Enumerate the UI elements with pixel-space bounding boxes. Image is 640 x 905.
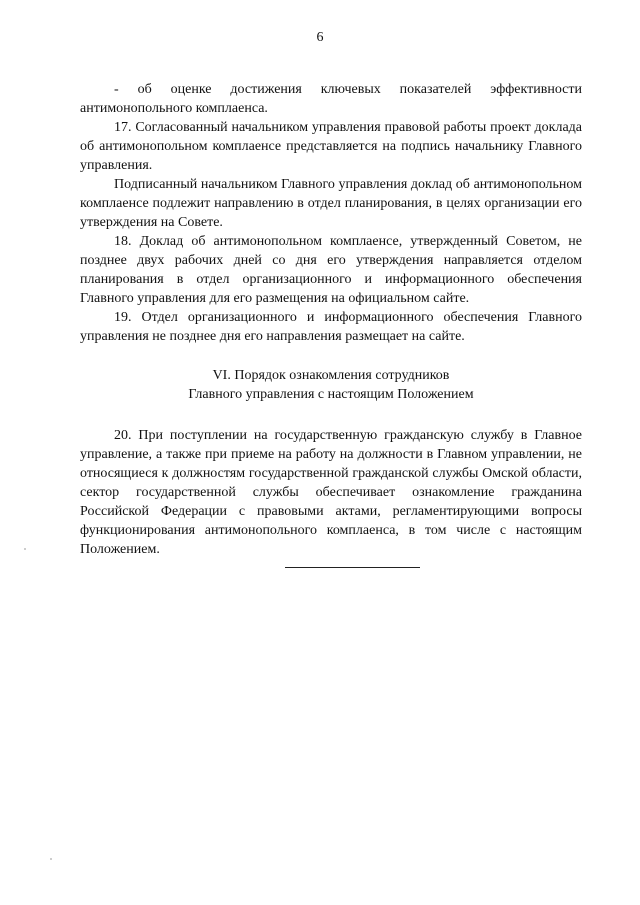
paragraph-18: 18. Доклад об антимонопольном комплаенсе, утвержденный Советом, не позднее двух рабочих дней со дня его утверждения направляется отделом планирования в отдел организационного и информационного обеспечения Главного управления для его размещения на официальном сайте. [80, 234, 582, 306]
section-heading [80, 366, 582, 404]
scan-speck [24, 548, 26, 550]
paragraph-19: 19. Отдел организационного и информационного обеспечения Главного управления не позднее дня его направления размещает на сайте. [80, 310, 582, 344]
section-heading-line-2: Главного управления с настоящим Положением [188, 387, 474, 402]
scan-speck [50, 858, 52, 860]
document-body [80, 80, 582, 559]
paragraph-20: 20. При поступлении на государственную гражданскую службу в Главное управление, а также при приеме на работу на должности в Главном управлении, не относящиеся к должностям государственной гражданской службы Омской области, сектор государственной службы обеспечивает ознакомление гражданина Российской Федерации с правовыми актами, регламентирующими вопросы функционирования антимонопольного комплаенса, в том числе с настоящим Положением. [80, 428, 582, 557]
page-number: 6 [316, 30, 324, 45]
paragraph-17-continued: Подписанный начальником Главного управления доклад об антимонопольном комплаенсе подлежит направлению в отдел планирования, в целях организации его утверждения на Совете. [80, 177, 582, 230]
section-heading-line-1: VI. Порядок ознакомления сотрудников [212, 368, 450, 383]
paragraph-kpi-evaluation: - об оценке достижения ключевых показателей эффективности антимонопольного комплаенса. [80, 82, 582, 116]
paragraph-17: 17. Согласованный начальником управления правовой работы проект доклада об антимонопольном комплаенсе представляется на подпись начальнику Главного управления. [80, 120, 582, 173]
spacer [80, 404, 582, 426]
end-divider-line [285, 567, 420, 568]
